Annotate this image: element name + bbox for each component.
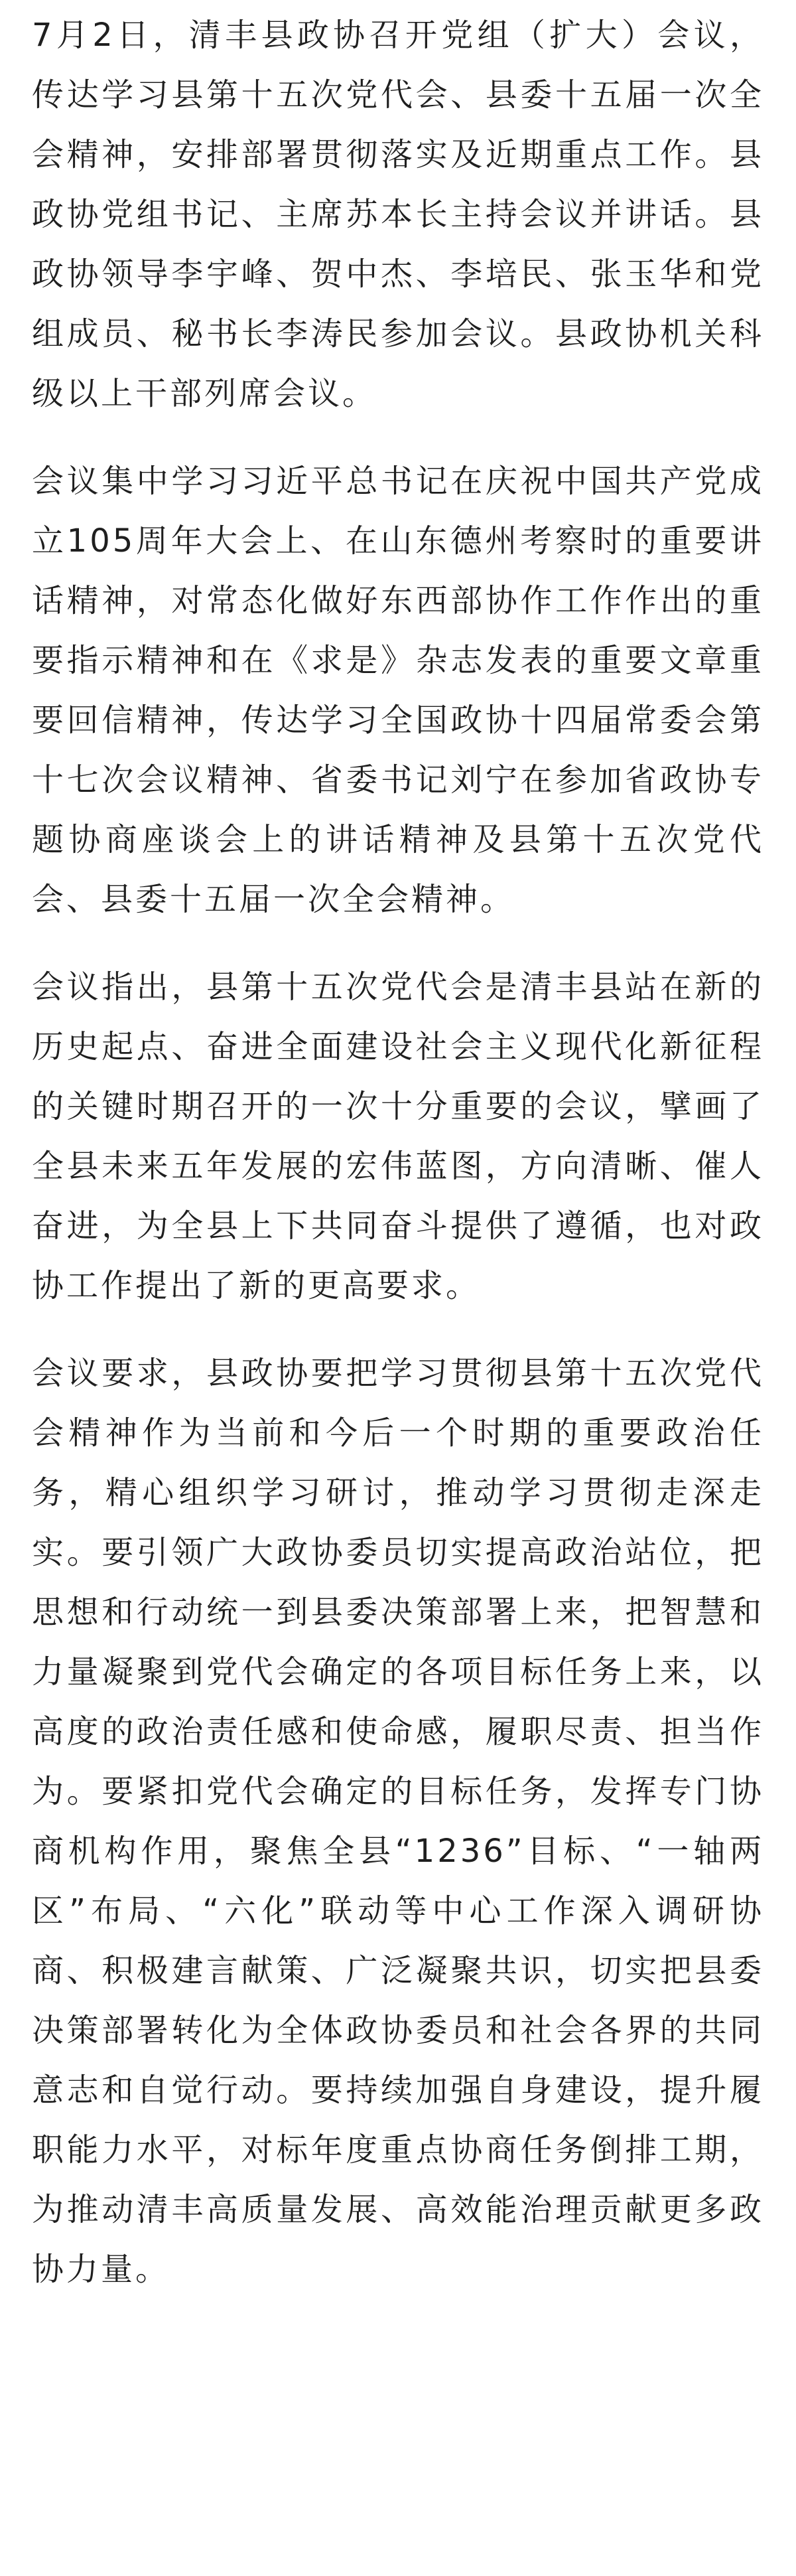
article-paragraph-meeting-significance: 会议指出，县第十五次党代会是清丰县站在新的历史起点、奋进全面建设社会主义现代化新征程的关键时期召开的一次十分重要的会议，擘画了全县未来五年发展的宏伟蓝图，方向清晰、催人奋进，为全县上下共同奋斗提供了遵循，也对政协工作提出了新的更高要求。 [32,968,764,1304]
article-paragraph-meeting-summary: 7月2日，清丰县政协召开党组（扩大）会议，传达学习县第十五次党代会、县委十五届一次全会精神，安排部署贯彻落实及近期重点工作。县政协党组书记、主席苏本长主持会议并讲话。县政协领导李宇峰、贺中杰、李培民、张玉华和党组成员、秘书长李涛民参加会议。县政协机关科级以上干部列席会议。 [32,17,764,412]
article-paragraph-meeting-requirements: 会议要求，县政协要把学习贯彻县第十五次党代会精神作为当前和今后一个时期的重要政治任务，精心组织学习研讨，推动学习贯彻走深走实。要引领广大政协委员切实提高政治站位，把思想和行动统一到县委决策部署上来，把智慧和力量凝聚到党代会确定的各项目标任务上来，以高度的政治责任感和使命感，履职尽责、担当作为。要紧扣党代会确定的目标任务，发挥专门协商机构作用，聚焦全县“1236”目标、“一轴两区”布局、“六化”联动等中心工作深入调研协商、积极建言献策、广泛凝聚共识，切实把县委决策部署转化为全体政协委员和社会各界的共同意志和自觉行动。要持续加强自身建设，提升履职能力水平，对标年度重点协商任务倒排工期，为推动清丰高质量发展、高效能治理贡献更多政协力量。 [32,1355,764,2288]
article-paragraph-study-content: 会议集中学习习近平总书记在庆祝中国共产党成立105周年大会上、在山东德州考察时的重要讲话精神，对常态化做好东西部协作工作作出的重要指示精神和在《求是》杂志发表的重要文章重要回信精神，传达学习全国政协十四届常委会第十七次会议精神、省委书记刘宁在参加省政协专题协商座谈会上的讲话精神及县第十五次党代会、县委十五届一次全会精神。 [32,463,764,918]
